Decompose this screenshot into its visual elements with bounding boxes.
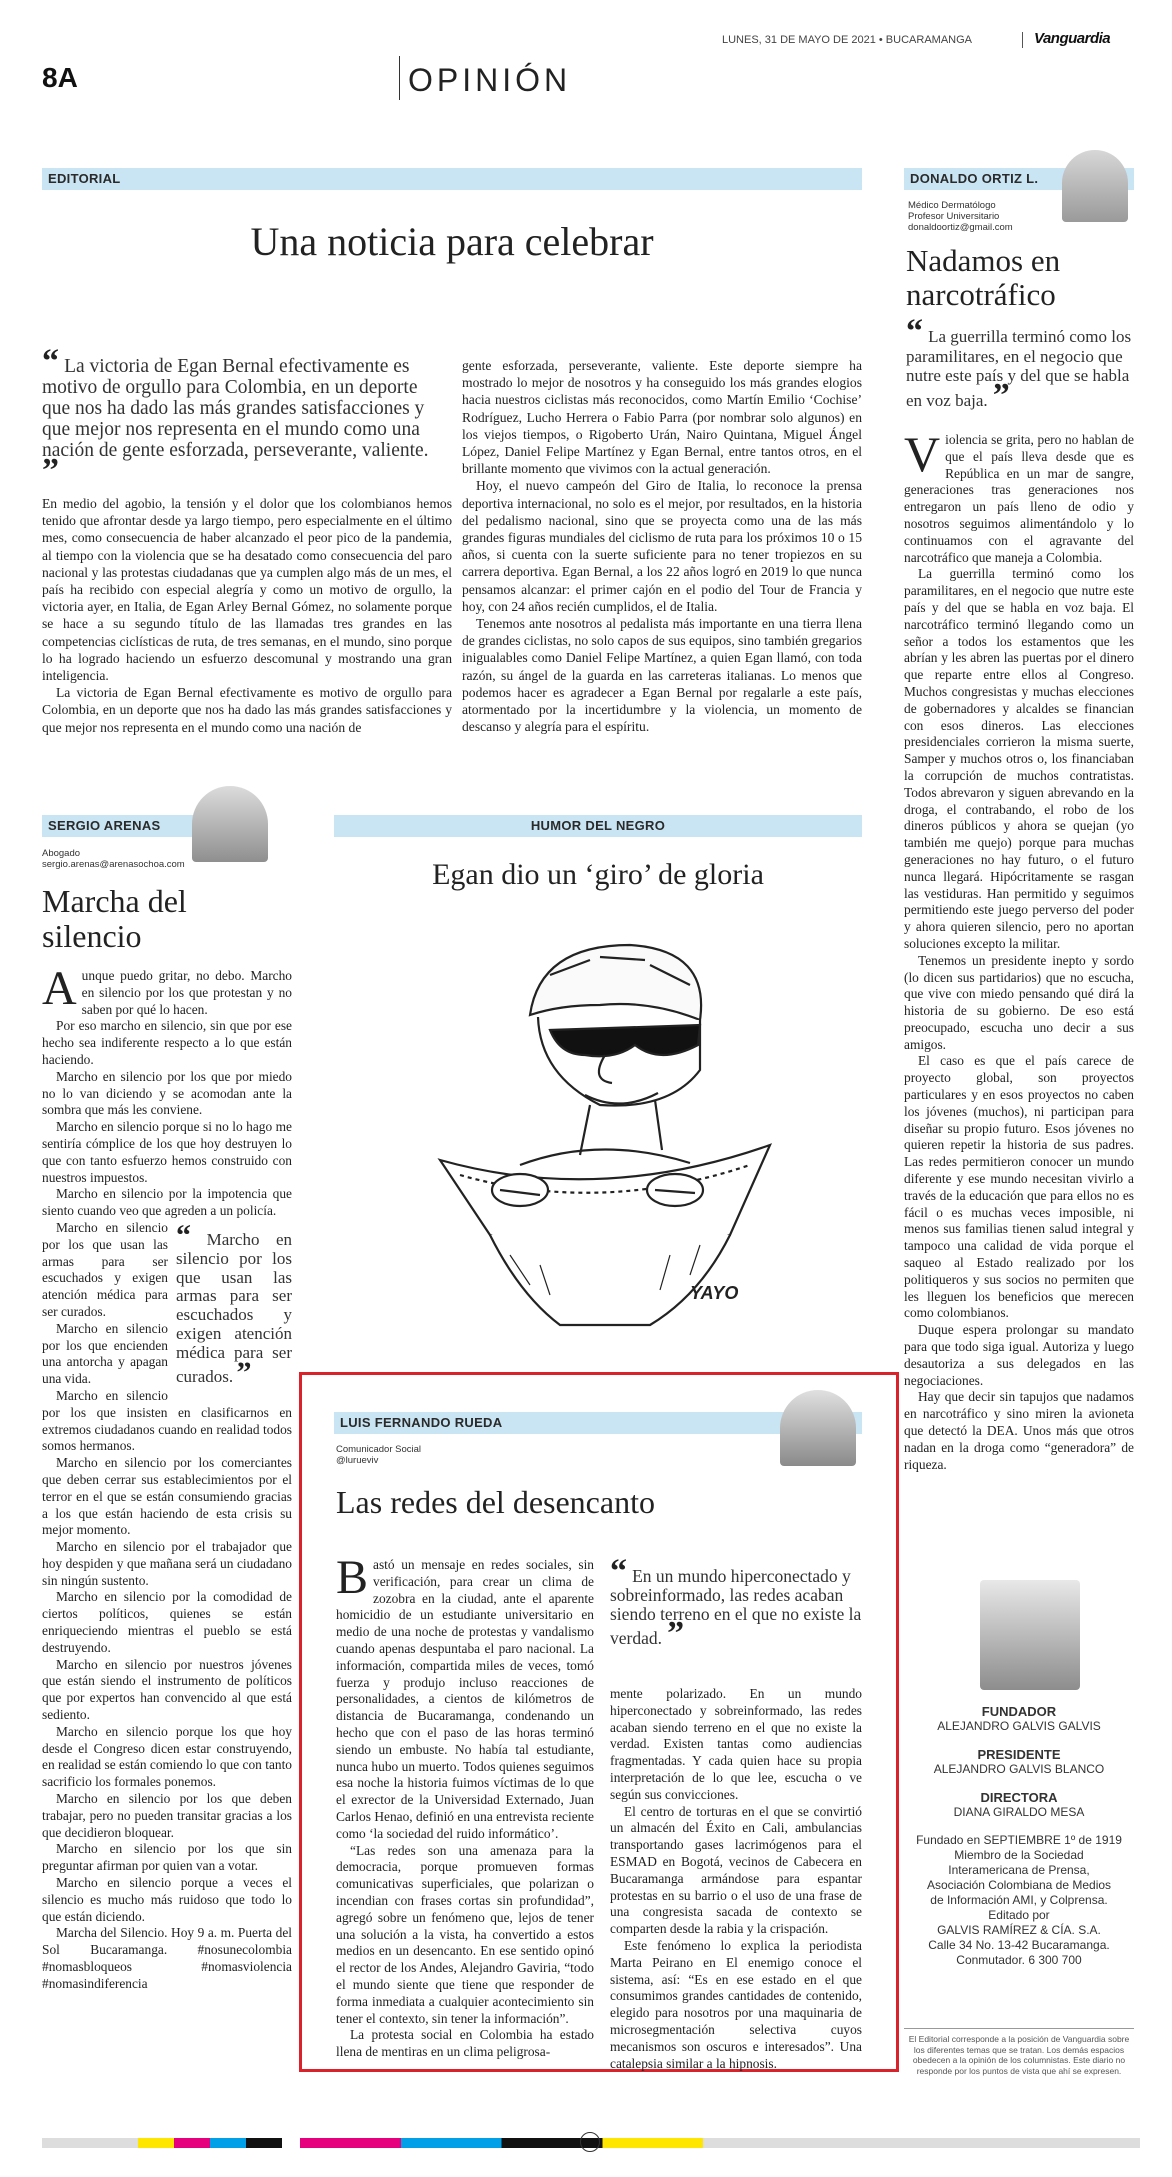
arenas-paragraph: Marcho en silencio por los que sin preguntar afirman por quien van a votar. xyxy=(42,1841,292,1874)
section-divider xyxy=(399,56,400,100)
brand-logo: Vanguardia xyxy=(1034,30,1111,47)
masthead-info: Calle 34 No. 13-42 Bucaramanga. xyxy=(928,1938,1110,1952)
ortiz-body xyxy=(904,426,1134,1473)
page-number: 8A xyxy=(42,62,78,93)
rueda-pull-quote xyxy=(610,1553,862,1652)
printer-color-bar-left xyxy=(42,2138,282,2148)
ortiz-paragraph: Violencia se grita, pero no hablan de que el país lleva desde que es República en un mar de sangre, generaciones tras generaciones nos entregaron un país lleno de odio y nosotros seguimos alimentándolo y lo continuamos con el agravante del narcotráfico que maneja a Colombia. xyxy=(904,426,1134,565)
masthead-info: Interamericana de Prensa, xyxy=(948,1863,1090,1877)
masthead-divider xyxy=(904,2028,1134,2029)
editorial-col-2 xyxy=(462,357,862,735)
ortiz-title: Nadamos en narcotráfico xyxy=(906,243,1061,312)
arenas-body xyxy=(42,962,292,1993)
rueda-paragraph: La protesta social en Colombia ha estado llena de mentiras en un clima peligrosa- xyxy=(336,2027,594,2060)
arenas-paragraph: Marcho en silencio por los que encienden una antorcha y apagan una vida. xyxy=(42,1320,168,1387)
ortiz-role: Médico Dermatólogo xyxy=(908,200,996,211)
arenas-paragraph: Marcho en silencio por la impotencia que siento cuando veo que agreden a un policía. xyxy=(42,1186,292,1219)
rueda-paragraph: Bastó un mensaje en redes sociales, sin verificación, para crear un clima de zozobra en la ciudad, ante el aparente homicidio de un estudiante universitario en medio de una noche de protestas y vandalismo cuando apenas despuntaba el paro nacional. La información, compartida miles de veces, tomó fuerza y produjo incluso reacciones de personalidades, a cientos de kilómetros de distancia de Bucaramanga, condenando un hecho que con el paso de las horas terminó siendo un embuste. No había tal estudiante, nunca hubo un muerto. Todos quienes seguimos esa noche la historia fuimos víctimas de lo que el exrector de la Universidad Externado, Juan Carlos Henao, definió en una entrevista reciente como ‘la sociedad del ruido informático’. xyxy=(336,1551,594,1841)
masthead-info: Conmutador. 6 300 700 xyxy=(956,1953,1082,1967)
cartoon xyxy=(400,905,800,1345)
arenas-paragraph: Por eso marcho en silencio, sin que por ese hecho sea indiferente respecto a lo que están haciendo. xyxy=(42,1018,292,1067)
editorial-pull-quote xyxy=(42,343,442,489)
humor-label-bar xyxy=(334,815,862,837)
header-divider xyxy=(1022,32,1023,48)
editorial-title: Una noticia para celebrar xyxy=(250,219,654,264)
masthead-info: Miembro de la Sociedad xyxy=(954,1848,1084,1862)
arenas-title: Marcha del silencio xyxy=(42,883,187,954)
president-name: ALEJANDRO GALVIS BLANCO xyxy=(933,1762,1105,1776)
masthead-info: Editado por xyxy=(988,1908,1050,1922)
ortiz-byline xyxy=(908,200,1013,233)
close-quote-icon: ” xyxy=(992,376,1010,414)
ortiz-pull-quote xyxy=(906,313,1134,414)
arenas-paragraph: Marcho en silencio por el trabajador que hoy despiden y que mañana será un ciudadano sin ningún sustento. xyxy=(42,1539,292,1588)
founder-label: FUNDADOR xyxy=(981,1704,1057,1719)
close-quote-icon: ” xyxy=(42,452,59,489)
rueda-handle: @lurueviv xyxy=(336,1455,379,1466)
open-quote-icon: “ xyxy=(176,1218,191,1252)
editorial-paragraph: gente esforzada, perseverante, valiente. Este deporte siempre ha mostrado lo mejor de nosotros y ha conseguido los más grandes elogios hacia nuestros ciclistas más reconocidos, como Martín Emilio ‘Cochise’ Rodríguez, Lucho Herrera o Fabio Parra (por nombrar solo algunos) en los viejos tiempos, o Rigoberto Urán, Nairo Quintana, Miguel Ángel López, Daniel Felipe Martínez y Egan Bernal, entre tantos otros, en el brillante momento que vivimos con la actual generación. xyxy=(462,358,862,477)
rueda-avatar xyxy=(780,1390,856,1466)
printer-color-bar xyxy=(300,2138,1140,2148)
section-title: OPINIÓN xyxy=(408,62,572,98)
rueda-pull-quote-text: En un mundo hiperconectado y sobreinformado, las redes acaban siendo terreno en el que no existe la verdad. xyxy=(610,1566,862,1648)
ortiz-role: Profesor Universitario xyxy=(908,211,1000,222)
arenas-email: sergio.arenas@arenasochoa.com xyxy=(42,859,185,870)
ortiz-paragraph: Tenemos un presidente inepto y sordo (lo dicen sus partidarios) que no escucha, que vive con miedo pensando qué dirá la historia de su gobierno. De eso está preocupado, escucha uno decir a sus amigos. xyxy=(904,952,1134,1052)
arenas-paragraph: Marcho en silencio por los que por miedo no lo van diciendo y se acomodan ante la sombra que más les conviene. xyxy=(42,1068,292,1118)
masthead xyxy=(904,1704,1134,1968)
humor-title: Egan dio un ‘giro’ de gloria xyxy=(432,858,764,891)
arenas-paragraph: Marcho en silencio por los que insisten en clasificarnos en extremos ciudadanos cuando en realidad todos somos hermanos. xyxy=(42,1387,292,1454)
ortiz-avatar xyxy=(1062,150,1128,222)
arenas-pull-quote-text: Marcho en silencio por los que usan las armas para ser escuchados y exigen atención médica para ser curados. xyxy=(176,1229,292,1386)
masthead-info: Asociación Colombiana de Medios xyxy=(926,1878,1112,1892)
date-line: LUNES, 31 DE MAYO DE 2021 • BUCARAMANGA xyxy=(721,34,972,46)
editorial-label-bar xyxy=(42,168,862,190)
arenas-paragraph: Aunque puedo gritar, no debo. Marcho en silencio por los que protestan y no saben por qué lo hacen. xyxy=(42,962,292,1017)
arenas-label: SERGIO ARENAS xyxy=(48,818,161,833)
rueda-paragraph: “Las redes son una amenaza para la democracia, porque promueven formas comunicativas superficiales, que polarizan o incendian con frases cortas sin profundidad”, agregó sobre un fenómeno que, lejos de tener una solución a la vista, ha convertido a estos medios en un desencanto. En ese sentido opinó el rector de los Andes, Alejandro Gaviria, “todo el mundo siente que tiene que responder de forma inmediata a cualquier acontecimiento sin tener el contexto, sin tener la información”. xyxy=(336,1842,594,2026)
registration-mark-icon xyxy=(580,2132,600,2152)
ortiz-paragraph: El caso es que el país carece de proyecto global, son proyectos particulares y en esos proyectos no caben los jóvenes (muchos), ni participan para diseñar su propio futuro. Esos jóvenes no quieren repetir la historia de sus padres. Las redes permitieron conocer un mundo diferente y ese mundo necesitan vivirlo a través de la educación que para ellos no es fácil o es muchas veces imposible, ni menos sus familias tienen salud integral y tampoco una calidad de vida porque el saqueo al Estado realizado por los politiqueros y sus socios no permiten que les lleguen los beneficios que merecen como colombianos. xyxy=(904,1053,1134,1321)
arenas-paragraph: Marcho en silencio por los comerciantes que deben cerrar sus establecimientos por el terror en el que se están consumiendo gracias a los que están haciendo de esta crisis su mejor momento. xyxy=(42,1455,292,1538)
masthead-info: Fundado en SEPTIEMBRE 1º de 1919 xyxy=(916,1833,1122,1847)
masthead-disclaimer: El Editorial corresponde a la posición de Vanguardia sobre los diferentes temas que se tratan. Los demás espacios obedecen a la opinión de los columnistas. Este diario no responde por los puntos de vista que ahí se expresen. xyxy=(908,2034,1130,2076)
arenas-pull-quote xyxy=(176,1218,292,1389)
arenas-paragraph: Marcho en silencio por la comodidad de ciertos políticos, quienes se están enriqueciendo mientras el pueblo se está destruyendo. xyxy=(42,1589,292,1655)
masthead-info: GALVIS RAMÍREZ & CÍA. S.A. xyxy=(937,1923,1101,1937)
arenas-paragraph: Marcho en silencio por los que usan las armas para ser escuchados y exigen atención médica para ser curados. xyxy=(42,1219,168,1319)
ortiz-email: donaldoortiz@gmail.com xyxy=(908,222,1013,233)
arenas-paragraph: Marcho en silencio porque los que hoy desde el Congreso dicen estar construyendo, en realidad se están comiendo lo que con tanto sacrificio los formales ponemos. xyxy=(42,1723,292,1790)
president-label: PRESIDENTE xyxy=(977,1747,1061,1762)
cyclist-cartoon-illustration xyxy=(400,905,800,1345)
arenas-byline xyxy=(42,848,185,870)
humor-label: HUMOR DEL NEGRO xyxy=(530,818,666,833)
close-quote-icon: ” xyxy=(236,1355,252,1389)
arenas-paragraph: Marcho en silencio porque si no lo hago me sentiría cómplice de los que hoy destruyen lo que con tanto esfuerzo hemos construido con nuestros impuestos. xyxy=(42,1119,292,1185)
ortiz-paragraph: Duque espera prolongar su mandato para que todo siga igual. Autoriza y luego desautoriza a sus delegados en las negociaciones. xyxy=(904,1322,1134,1388)
founder-photo xyxy=(980,1580,1080,1690)
arenas-role: Abogado xyxy=(42,848,81,859)
editorial-paragraph: Tenemos ante nosotros al pedalista más importante en una tierra llena de grandes ciclistas, no solo capos de sus equipos, sino también gregarios inigualables como Daniel Felipe Martínez, a quien Egan llamó, con toda razón, su ángel de la guarda en las carreteras italianas. Lo menos que podemos hacer es agradecer a Egan Bernal por regalarle a este país, atormentado por la incertidumbre y la violencia, un momento de descanso y alegría para el espíritu. xyxy=(462,616,862,735)
cartoon-signature: YAYO xyxy=(690,1283,739,1303)
director-label: DIRECTORA xyxy=(980,1790,1058,1805)
editorial-pull-quote-text: La victoria de Egan Bernal efectivamente es motivo de orgullo para Colombia, en un deporte que nos ha dado las más grandes satisfacciones y que mejor nos representa en el mundo como una nación de gente esforzada, perseverante, valiente. xyxy=(42,356,429,461)
rueda-role: Comunicador Social xyxy=(336,1444,422,1455)
director-name: DIANA GIRALDO MESA xyxy=(953,1805,1085,1819)
close-quote-icon: ” xyxy=(667,1615,685,1652)
arenas-avatar xyxy=(192,786,268,862)
ortiz-paragraph: La guerrilla terminó como los paramilitares, en el negocio que nutre este país y del que se habla en voz baja. El narcotráfico terminó llegando como un señor a todos los estamentos que les abrían y les abren las puertas por el dinero que reparte entre ellos al Congreso. Muchos congresistas y muchas elecciones de gobernadores y alcaldes se financian con esos dineros. Las elecciones presidenciales corrieron la misma suerte, Samper y muchos otros o, los financiaban la corrupción de muchos contratistas. Todos abrevaron y siguen abrevando en la droga, el contrabando, el robo de los dineros públicos y ahora se quejan (yo también me quejo) porque para muchas generaciones no hay futuro, o el futuro nunca llegará. Hipócritamente se rasgan las vestiduras. Han permitido y seguimos permitiendo este juego perverso del poder y ahora quieren silencio, pero no aportan soluciones excepto la militar. xyxy=(904,566,1134,951)
editorial-paragraph: En medio del agobio, la tensión y el dolor que los colombianos hemos tenido que afrontar desde ya largo tiempo, pero especialmente en el último mes, como consecuencia de haber alcanzado el peor pico de la pandemia, al tiempo con la violencia que se ha desatado como consecuencia del paro nacional y las protestas ciudadanas que ya cumplen algo más de un mes, el país ha recibido con especial alegría y como un motivo de orgullo, la victoria ayer, en Italia, de Egan Arley Bernal Gómez, no solamente porque se hace a su segundo título de las llamadas tres grandes en las competencias ciclísticas de ruta, de tres semanas, en el mundo, sino porque lo ha logrado haciendo un esfuerzo descomunal y mostrando una gran inteligencia. xyxy=(42,496,452,684)
editorial-col-1 xyxy=(42,495,452,736)
rueda-col-2 xyxy=(610,1686,862,2072)
rueda-paragraph: mente polarizado. En un mundo hiperconectado y sobreinformado, las redes acaban siendo terreno en el que no existe la verdad. Existen tantas como audiencias fragmentadas. Y cada quien hace su propia interpretación de lo que lee, escucha o ve según sus convicciones. xyxy=(610,1686,862,1802)
arenas-paragraph: Marcho en silencio porque a veces el silencio es mucho más ruidoso que todo lo que están diciendo. xyxy=(42,1875,292,1924)
rueda-paragraph: Este fenómeno lo explica la periodista Marta Peirano en El enemigo conoce el sistema, así: “Es en ese estado en el que consumimos grandes cantidades de contenido, elegido para nosotros por una maquinaria de microsegmentación selectiva cuyos mecanismos son oscuros e interesados”. Una catalepsia similar a la hipnosis. xyxy=(610,1937,862,2071)
arenas-paragraph: Marcha del Silencio. Hoy 9 a. m. Puerta del Sol Bucaramanga. #nosunecolombia #nomasbloqueos #nomasviolencia #nomasindiferencia xyxy=(42,1925,292,1991)
ortiz-paragraph: Hay que decir sin tapujos que nadamos en narcotráfico y sino miren la avioneta que detectó la DEA. Unos más que otros nadan en la droga como “generadora” de riqueza. xyxy=(904,1389,1134,1472)
rueda-paragraph: El centro de torturas en el que se convirtió un almacén del Éxito en Cali, ambulancias transportando gases lacrimógenos para el ESMAD en Bogotá, vecinos de Cabecera en Bucaramanga armándose para espantar protestas en su barrio o el uso de una frase de una congresista sacada de contexto se comparten desde la rabia y la crispación. xyxy=(610,1803,862,1937)
ortiz-pull-quote-text: La guerrilla terminó como los paramilitares, en el negocio que nutre este país y del que se habla en voz baja. xyxy=(906,327,1132,410)
founder-name: ALEJANDRO GALVIS GALVIS xyxy=(937,1719,1101,1733)
rueda-title: Las redes del desencanto xyxy=(336,1484,655,1520)
arenas-paragraph: Marcho en silencio por nuestros jóvenes que están siendo el instrumento de políticos que por expertos han convencido al que está sediento. xyxy=(42,1656,292,1723)
ortiz-label: DONALDO ORTIZ L. xyxy=(910,171,1039,186)
masthead-info: de Información AMI, y Colprensa. xyxy=(930,1893,1108,1907)
rueda-label: LUIS FERNANDO RUEDA xyxy=(340,1415,503,1430)
editorial-paragraph: Hoy, el nuevo campeón del Giro de Italia, lo reconoce la prensa deportiva internacional, no solo es el mejor, por resultados, en la historia del pedalismo nacional, sino que se proyecta como una de las más grandes figuras mundiales del ciclismo de ruta para los próximos 10 o 15 años, si cuenta con la suerte suficiente para no tener tropiezos en su carrera deportiva. Egan Bernal, a los 22 años logró en 2019 lo que nunca pensamos alcanzar: el primer cajón en el podio del Tour de Francia y hoy, con 24 años recién cumplidos, el de Italia. xyxy=(462,478,862,614)
rueda-col-1 xyxy=(336,1551,594,2061)
rueda-byline xyxy=(336,1444,421,1466)
open-quote-icon: “ xyxy=(610,1553,627,1590)
editorial-label: EDITORIAL xyxy=(48,171,121,186)
open-quote-icon: “ xyxy=(42,343,59,380)
open-quote-icon: “ xyxy=(906,313,923,350)
editorial-paragraph: La victoria de Egan Bernal efectivamente es motivo de orgullo para Colombia, en un deporte que nos ha dado las más grandes satisfacciones y que mejor nos representa en el mundo como una nación de xyxy=(42,685,452,735)
arenas-paragraph: Marcho en silencio por los que deben trabajar, pero no pueden transitar gracias a los que decidieron bloquear. xyxy=(42,1791,292,1840)
